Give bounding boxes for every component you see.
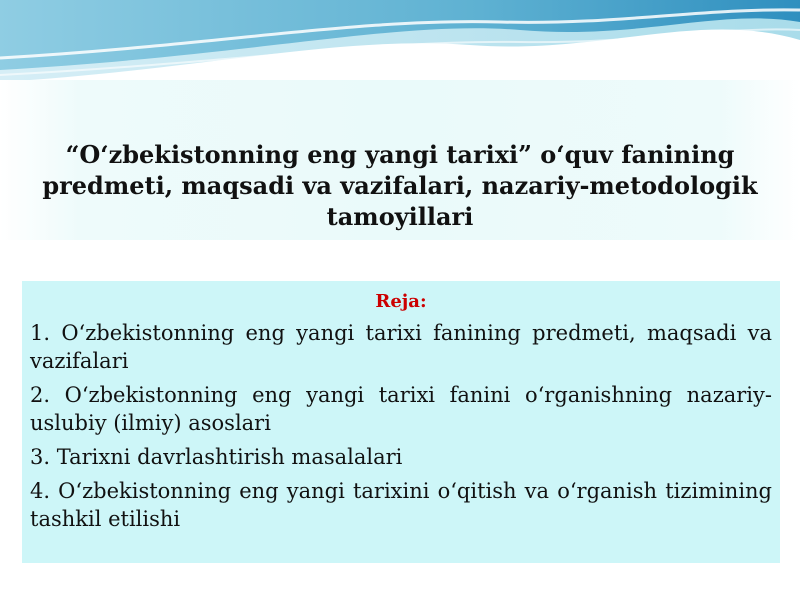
- plan-item-1: 1. O‘zbekistonning eng yangi tarixi fanining predmeti, maqsadi va vazifalari: [30, 321, 772, 373]
- plan-box: [22, 281, 780, 563]
- plan-item-3: 3. Tarixni davrlashtirish masalalari: [30, 445, 403, 469]
- wave-header-decoration: [0, 0, 800, 90]
- title-box: [0, 80, 800, 240]
- plan-item-2: 2. O‘zbekistonning eng yangi tarixi fanini o‘rganishning nazariy-uslubiy (ilmiy) asoslari: [30, 383, 772, 435]
- plan-heading: Reja:: [375, 291, 427, 312]
- plan-list: [30, 319, 772, 533]
- slide-title: “O‘zbekistonning eng yangi tarixi” o‘quv fanining predmeti, maqsadi va vazifalari, nazariy-metodologik tamoyillari: [42, 139, 758, 231]
- plan-item-4: 4. O‘zbekistonning eng yangi tarixini o‘qitish va o‘rganish tizimining tashkil etilishi: [30, 479, 772, 531]
